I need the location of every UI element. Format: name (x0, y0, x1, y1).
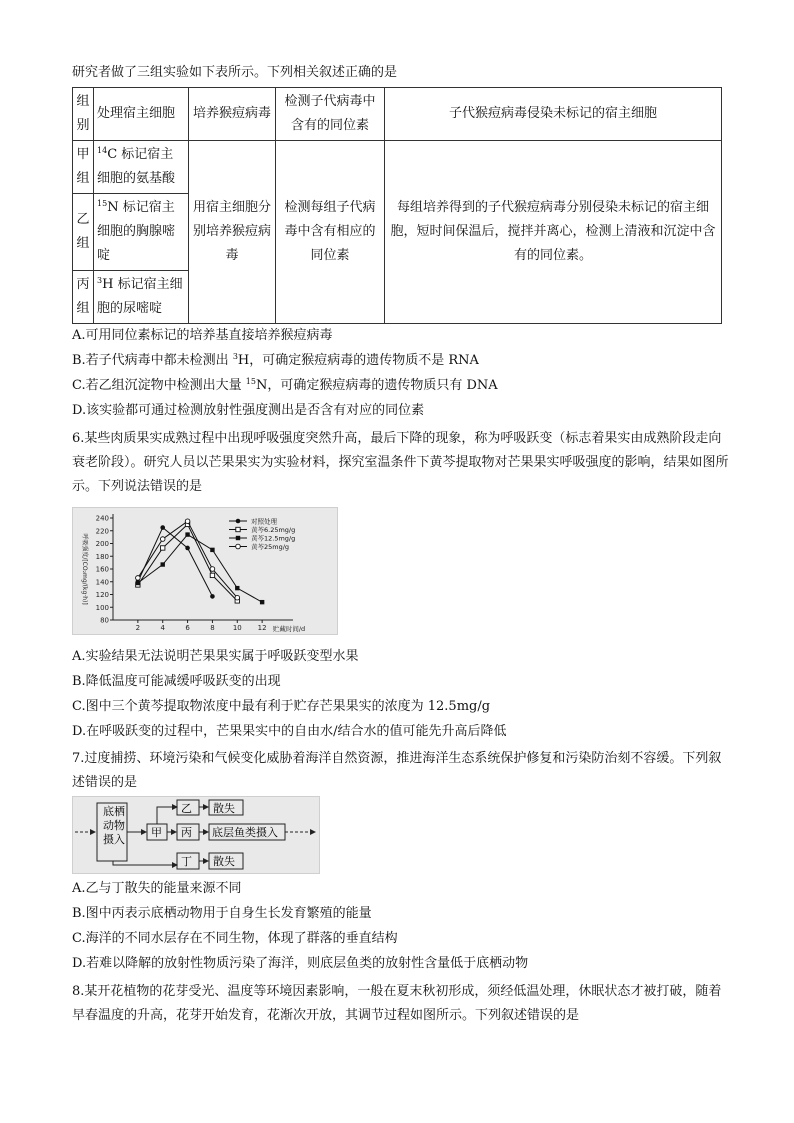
legend-marker (236, 536, 240, 540)
y-tick-label: 240 (95, 514, 109, 523)
detect-cell: 检测每组子代病毒中含有相应的同位素 (276, 141, 385, 324)
x-tick-label: 4 (160, 624, 165, 632)
data-point (235, 595, 240, 600)
q5-option-c: C.若乙组沉淀物中检测出大量 $^{15}$N，可确定猴痘病毒的遗传物质只有 DNA (72, 377, 498, 393)
label-jia: 甲 (151, 826, 162, 839)
question-5-stem: 研究者做了三组实验如下表所示。下列相关叙述正确的是 (72, 65, 398, 80)
q7-option-b: B.图中丙表示底栖动物用于自身生长发育繁殖的能量 (72, 906, 372, 921)
arrow-to-ding (113, 861, 177, 865)
legend-label: 对照处理 (251, 517, 277, 526)
y-tick-label: 80 (100, 616, 109, 625)
data-point (136, 581, 140, 585)
x-axis-label: 贮藏时间/d (272, 625, 306, 633)
group-cell: 丙组 (73, 271, 94, 324)
y-tick-label: 180 (95, 552, 109, 561)
q7-option-c: C.海洋的不同水层存在不同生物，体现了群落的垂直结构 (72, 931, 398, 946)
arrow-to-yi (157, 807, 177, 824)
treat-cell: $^{14}$C 标记宿主细胞的氨基酸 (94, 141, 189, 194)
legend-label: 黄芩25mg/g (251, 543, 290, 551)
x-tick-label: 10 (232, 624, 242, 632)
data-point (210, 594, 215, 599)
loss-label-1: 散失 (213, 802, 235, 815)
legend-label: 黄芩12.5mg/g (251, 534, 296, 543)
x-tick-label: 2 (135, 624, 141, 632)
q5-option-a: A.可用同位素标记的培养基直接培养猴痘病毒 (72, 328, 333, 343)
series-line-0 (138, 528, 213, 597)
question-6-stem: 6.某些肉质果实成熟过程中出现呼吸强度突然升高，最后下降的现象，称为呼吸跃变（标志着果实由成熟阶段走向衰老阶段）。研究人员以芒果果实为实验材料，探究室温条件下黄芩提取物对芒果果实呼吸强度的影响，结果如图所示。下列说法错误的是 (72, 431, 729, 494)
data-point (185, 532, 189, 536)
group-cell: 乙组 (73, 194, 94, 271)
respiration-chart-figure (72, 507, 338, 635)
label-ding: 丁 (181, 855, 192, 868)
group-cell: 甲组 (73, 141, 94, 194)
header-culture: 培养猴痘病毒 (189, 88, 276, 141)
infect-cell: 每组培养得到的子代猴痘病毒分别侵染未标记的宿主细胞，短时间保温后，搅拌并离心，检测上清液和沉淀中含有的同位素。 (385, 141, 722, 324)
legend-label: 黄芩6.25mg/g (251, 526, 296, 534)
experiment-table (72, 87, 722, 324)
energy-flow-figure (72, 796, 320, 874)
data-point (136, 576, 141, 581)
loss-label-2: 散失 (213, 855, 235, 868)
label-yi: 乙 (181, 802, 192, 815)
q7-option-d: D.若难以降解的放射性物质污染了海洋，则底层鱼类的放射性含量低于底栖动物 (72, 956, 529, 971)
legend-marker (236, 544, 241, 549)
table-header-row (73, 88, 722, 141)
table-row (73, 141, 722, 194)
data-point (260, 600, 264, 604)
y-tick-label: 140 (95, 578, 109, 587)
y-tick-label: 100 (95, 603, 109, 612)
data-point (210, 573, 214, 577)
data-point (185, 546, 190, 551)
data-point (161, 562, 165, 566)
q5-option-b: B.若子代病毒中都未检测出 $^3$H，可确定猴痘病毒的遗传物质不是 RNA (72, 352, 479, 368)
header-treat: 处理宿主细胞 (94, 88, 189, 141)
data-point (210, 548, 214, 552)
y-tick-label: 160 (95, 565, 109, 574)
data-point (185, 519, 190, 524)
data-point (210, 567, 215, 572)
q5-option-d: D.该实验都可通过检测放射性强度测出是否含有对应的同位素 (72, 403, 425, 418)
header-group: 组别 (73, 88, 94, 141)
y-tick-label: 120 (95, 591, 109, 599)
header-infect: 子代猴痘病毒侵染未标记的宿主细胞 (385, 88, 722, 141)
respiration-chart (73, 508, 337, 634)
treat-cell: $^{15}$N 标记宿主细胞的胸腺嘧啶 (94, 194, 189, 271)
q6-option-d: D.在呼吸跃变的过程中，芒果果实中的自由水/结合水的值可能先升高后降低 (72, 724, 507, 739)
q6-option-b: B.降低温度可能减缓呼吸跃变的出现 (72, 674, 281, 689)
data-point (160, 537, 165, 542)
x-tick-label: 8 (210, 624, 215, 632)
x-tick-label: 12 (257, 624, 267, 632)
q6-option-a: A.实验结果无法说明芒果果实属于呼吸跃变型水果 (72, 649, 359, 664)
y-axis-label: 呼吸强度/[CO₂mg/(kg·h)] (81, 533, 88, 605)
question-7-stem: 7.过度捕捞、环境污染和气候变化威胁着海洋自然资源，推进海洋生态系统保护修复和污染防治刻不容缓。下列叙述错误的是 (72, 751, 722, 790)
question-8-stem: 8.某开花植物的花芽受光、温度等环境因素影响，一般在夏末秋初形成，须经低温处理，休眠状态才被打破，随着早春温度的升高，花芽开始发育，花渐次开放，其调节过程如图所示。下列叙述错误的是 (72, 984, 722, 1023)
y-tick-label: 220 (95, 527, 109, 536)
next-label: 底层鱼类摄入 (212, 826, 278, 839)
label-bing: 丙 (181, 826, 192, 839)
data-point (160, 525, 165, 530)
q6-option-c: C.图中三个黄芩提取物浓度中最有利于贮存芒果果实的浓度为 12.5mg/g (72, 699, 491, 714)
data-point (235, 586, 239, 590)
legend-marker (236, 527, 240, 531)
x-tick-label: 6 (185, 624, 190, 632)
header-detect: 检测子代病毒中含有的同位素 (276, 88, 385, 141)
culture-cell: 用宿主细胞分别培养猴痘病毒 (189, 141, 276, 324)
treat-cell: $^3$H 标记宿主细胞的尿嘧啶 (94, 271, 189, 324)
q7-option-a: A.乙与丁散失的能量来源不同 (72, 881, 242, 896)
source-label: 底栖动物摄入 (103, 805, 125, 846)
y-tick-label: 200 (95, 540, 109, 548)
data-point (161, 546, 165, 550)
legend-marker (236, 519, 241, 524)
energy-flow-diagram (73, 797, 319, 873)
